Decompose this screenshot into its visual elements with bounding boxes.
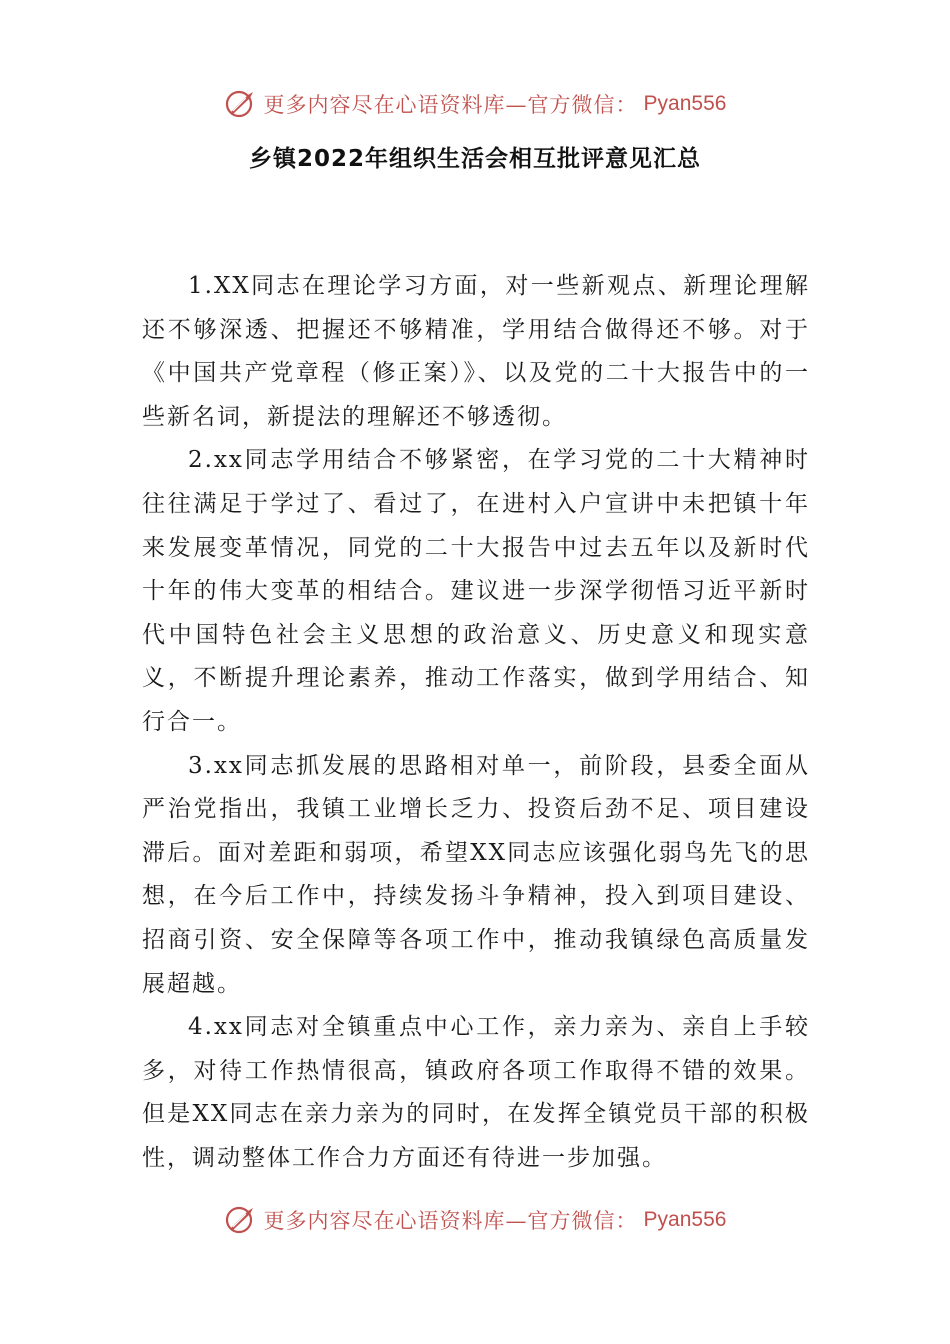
header-watermark-banner (0, 84, 950, 124)
document-title: 乡镇2022年组织生活会相互批评意见汇总 (248, 146, 701, 172)
paragraph-4: 4.xx同志对全镇重点中心工作，亲力亲为、亲自上手较多，对待工作热情很高，镇政府各项工作取得不错的效果。但是XX同志在亲力亲为的同时，在发挥全镇党员干部的积极性，调动整体工作合力方面还有待进一步加强。 (142, 1014, 810, 1171)
pen-nib-logo-icon (224, 87, 258, 121)
paragraph-3: 3.xx同志抓发展的思路相对单一，前阶段，县委全面从严治党指出，我镇工业增长乏力、投资后劲不足、项目建设滞后。面对差距和弱项，希望XX同志应该强化弱鸟先飞的思想，在今后工作中，持续发扬斗争精神，投入到项目建设、招商引资、安全保障等各项工作中，推动我镇绿色高质量发展超越。 (142, 752, 810, 997)
document-body (142, 265, 810, 1180)
footer-banner-wechat-id: Pyan556 (643, 1208, 727, 1231)
paragraph-2: 2.xx同志学用结合不够紧密，在学习党的二十大精神时往往满足于学过了、看过了，在进村入户宣讲中未把镇十年来发展变革情况，同党的二十大报告中过去五年以及新时代十年的伟大变革的相结合。建议进一步深学彻悟习近平新时代中国特色社会主义思想的政治意义、历史意义和现实意义，不断提升理论素养，推动工作落实，做到学用结合、知行合一。 (142, 447, 810, 735)
header-banner-wechat-id: Pyan556 (643, 92, 727, 115)
pen-nib-logo-icon (224, 1203, 258, 1237)
paragraph-1: 1.XX同志在理论学习方面，对一些新观点、新理论理解还不够深透、把握还不够精准，学用结合做得还不够。对于《中国共产党章程（修正案）》、以及党的二十大报告中的一些新名词，新提法的理解还不够透彻。 (142, 273, 810, 430)
header-banner-text: 更多内容尽在心语资料库—官方微信： (263, 93, 638, 117)
footer-banner-text: 更多内容尽在心语资料库—官方微信： (263, 1209, 638, 1233)
footer-watermark-banner (0, 1200, 950, 1240)
